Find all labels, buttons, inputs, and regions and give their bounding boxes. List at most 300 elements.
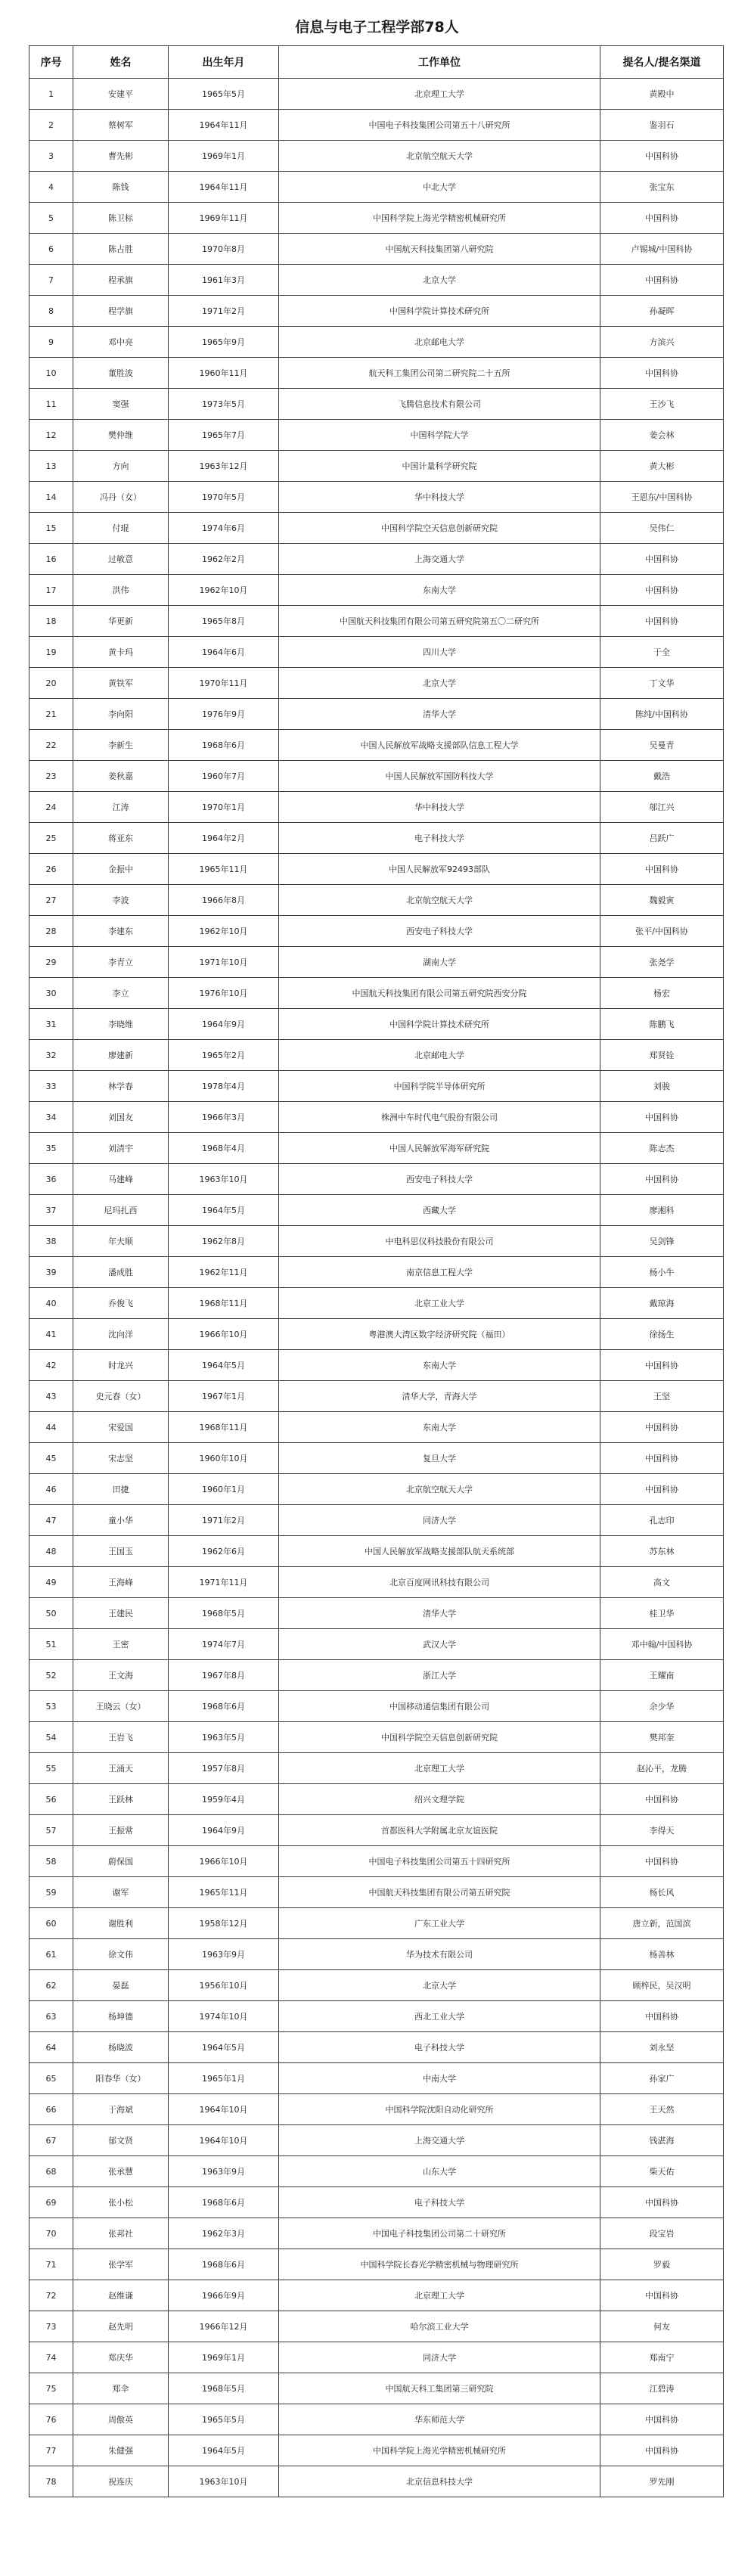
cell-name: 李向阳 (73, 699, 169, 730)
cell-name: 张小松 (73, 2187, 169, 2218)
cell-name: 李青立 (73, 947, 169, 978)
table-row (29, 389, 724, 420)
table-row (29, 544, 724, 575)
cell-name: 黄铁军 (73, 668, 169, 699)
cell-work-unit: 西北工业大学 (279, 2001, 600, 2032)
cell-work-unit: 中国电子科技集团公司第二十研究所 (279, 2218, 600, 2249)
table-row (29, 1567, 724, 1598)
cell-nominator: 孔志印 (600, 1505, 724, 1536)
cell-nominator: 戴浩 (600, 761, 724, 792)
cell-nominator: 中国科协 (600, 2001, 724, 2032)
cell-nominator: 中国科协 (600, 606, 724, 637)
cell-name: 曹先彬 (73, 141, 169, 172)
cell-nominator: 李得天 (600, 1815, 724, 1846)
cell-nominator: 中国科协 (600, 1350, 724, 1381)
cell-work-unit: 中国科学院上海光学精密机械研究所 (279, 2435, 600, 2466)
cell-work-unit: 北京理工大学 (279, 2280, 600, 2311)
cell-serial-number: 54 (29, 1722, 73, 1753)
cell-birth-date: 1962年6月 (169, 1536, 279, 1567)
table-row (29, 1722, 724, 1753)
cell-serial-number: 31 (29, 1009, 73, 1040)
cell-nominator: 中国科协 (600, 2187, 724, 2218)
table-row (29, 1164, 724, 1195)
cell-serial-number: 41 (29, 1319, 73, 1350)
cell-work-unit: 中国科学院空天信息创新研究院 (279, 513, 600, 544)
cell-work-unit: 中国航天科技集团有限公司第五研究院第五〇二研究所 (279, 606, 600, 637)
cell-birth-date: 1966年10月 (169, 1319, 279, 1350)
cell-serial-number: 8 (29, 296, 73, 327)
cell-work-unit: 中国科学院计算技术研究所 (279, 296, 600, 327)
cell-nominator: 张宝东 (600, 172, 724, 203)
cell-name: 宋爱国 (73, 1412, 169, 1443)
cell-name: 朱健强 (73, 2435, 169, 2466)
table-row (29, 978, 724, 1009)
cell-serial-number: 64 (29, 2032, 73, 2063)
cell-nominator: 唐立新，范国滨 (600, 1908, 724, 1939)
cell-serial-number: 49 (29, 1567, 73, 1598)
table-row (29, 2311, 724, 2342)
cell-name: 年夫顺 (73, 1226, 169, 1257)
cell-nominator: 王耀南 (600, 1660, 724, 1691)
cell-birth-date: 1968年6月 (169, 730, 279, 761)
cell-nominator: 陈鹏飞 (600, 1009, 724, 1040)
cell-name: 乔俊飞 (73, 1288, 169, 1319)
cell-work-unit: 华中科技大学 (279, 482, 600, 513)
cell-nominator: 刘骏 (600, 1071, 724, 1102)
cell-nominator: 刘永坚 (600, 2032, 724, 2063)
cell-name: 金振中 (73, 854, 169, 885)
cell-serial-number: 39 (29, 1257, 73, 1288)
cell-serial-number: 45 (29, 1443, 73, 1474)
cell-serial-number: 30 (29, 978, 73, 1009)
cell-serial-number: 65 (29, 2063, 73, 2094)
table-row (29, 79, 724, 110)
header-work-unit: 工作单位 (279, 46, 600, 79)
cell-name: 方向 (73, 451, 169, 482)
cell-nominator: 吴剑锋 (600, 1226, 724, 1257)
cell-serial-number: 32 (29, 1040, 73, 1071)
cell-serial-number: 62 (29, 1970, 73, 2001)
cell-birth-date: 1971年11月 (169, 1567, 279, 1598)
cell-serial-number: 70 (29, 2218, 73, 2249)
cell-name: 田捷 (73, 1474, 169, 1505)
table-row (29, 2063, 724, 2094)
table-row (29, 234, 724, 265)
cell-serial-number: 52 (29, 1660, 73, 1691)
cell-name: 杨晓波 (73, 2032, 169, 2063)
cell-work-unit: 北京理工大学 (279, 79, 600, 110)
cell-birth-date: 1968年6月 (169, 2249, 279, 2280)
cell-birth-date: 1970年1月 (169, 792, 279, 823)
table-row (29, 2001, 724, 2032)
cell-serial-number: 12 (29, 420, 73, 451)
table-row (29, 110, 724, 141)
table-row (29, 141, 724, 172)
table-row (29, 2125, 724, 2156)
cell-serial-number: 18 (29, 606, 73, 637)
cell-work-unit: 东南大学 (279, 1350, 600, 1381)
cell-work-unit: 中国航天科技集团有限公司第五研究院西安分院 (279, 978, 600, 1009)
table-row (29, 1815, 724, 1846)
cell-serial-number: 69 (29, 2187, 73, 2218)
cell-birth-date: 1969年1月 (169, 2342, 279, 2373)
cell-birth-date: 1964年9月 (169, 1815, 279, 1846)
cell-name: 程承旗 (73, 265, 169, 296)
cell-serial-number: 53 (29, 1691, 73, 1722)
cell-serial-number: 21 (29, 699, 73, 730)
cell-work-unit: 中国科学院沈阳自动化研究所 (279, 2094, 600, 2125)
cell-birth-date: 1963年10月 (169, 1164, 279, 1195)
cell-name: 于海斌 (73, 2094, 169, 2125)
cell-birth-date: 1968年4月 (169, 1133, 279, 1164)
cell-birth-date: 1962年11月 (169, 1257, 279, 1288)
cell-nominator: 中国科协 (600, 2280, 724, 2311)
cell-serial-number: 50 (29, 1598, 73, 1629)
cell-nominator: 段宝岩 (600, 2218, 724, 2249)
header-name: 姓名 (73, 46, 169, 79)
cell-nominator: 余少华 (600, 1691, 724, 1722)
cell-nominator: 邬江兴 (600, 792, 724, 823)
cell-nominator: 郑贤铨 (600, 1040, 724, 1071)
cell-nominator: 王天然 (600, 2094, 724, 2125)
table-row (29, 823, 724, 854)
cell-work-unit: 中国电子科技集团公司第五十八研究所 (279, 110, 600, 141)
cell-work-unit: 中国科学院计算技术研究所 (279, 1009, 600, 1040)
cell-birth-date: 1959年4月 (169, 1784, 279, 1815)
cell-nominator: 樊邦奎 (600, 1722, 724, 1753)
cell-nominator: 魏毅寅 (600, 885, 724, 916)
cell-birth-date: 1964年5月 (169, 2032, 279, 2063)
cell-serial-number: 13 (29, 451, 73, 482)
cell-name: 马建峰 (73, 1164, 169, 1195)
cell-nominator: 中国科协 (600, 2404, 724, 2435)
cell-work-unit: 中国人民解放军海军研究院 (279, 1133, 600, 1164)
cell-birth-date: 1965年2月 (169, 1040, 279, 1071)
cell-serial-number: 27 (29, 885, 73, 916)
cell-serial-number: 51 (29, 1629, 73, 1660)
cell-work-unit: 中国航天科工集团第三研究院 (279, 2373, 600, 2404)
cell-serial-number: 10 (29, 358, 73, 389)
cell-nominator: 杨长风 (600, 1877, 724, 1908)
cell-nominator: 方滨兴 (600, 327, 724, 358)
cell-serial-number: 76 (29, 2404, 73, 2435)
table-row (29, 947, 724, 978)
cell-nominator: 中国科协 (600, 1474, 724, 1505)
cell-nominator: 中国科协 (600, 854, 724, 885)
cell-name: 祝连庆 (73, 2466, 169, 2497)
cell-birth-date: 1962年2月 (169, 544, 279, 575)
table-row (29, 1753, 724, 1784)
cell-serial-number: 40 (29, 1288, 73, 1319)
cell-birth-date: 1971年10月 (169, 947, 279, 978)
cell-name: 陈钱 (73, 172, 169, 203)
cell-work-unit: 清华大学 (279, 1598, 600, 1629)
cell-nominator: 苏东林 (600, 1536, 724, 1567)
cell-name: 樊仲维 (73, 420, 169, 451)
cell-birth-date: 1964年10月 (169, 2125, 279, 2156)
table-row (29, 1071, 724, 1102)
cell-work-unit: 中国电子科技集团公司第五十四研究所 (279, 1846, 600, 1877)
table-row (29, 792, 724, 823)
cell-serial-number: 11 (29, 389, 73, 420)
cell-serial-number: 78 (29, 2466, 73, 2497)
cell-birth-date: 1970年11月 (169, 668, 279, 699)
cell-serial-number: 74 (29, 2342, 73, 2373)
cell-name: 姜秋嘉 (73, 761, 169, 792)
cell-work-unit: 复旦大学 (279, 1443, 600, 1474)
cell-work-unit: 西藏大学 (279, 1195, 600, 1226)
cell-nominator: 中国科协 (600, 141, 724, 172)
cell-serial-number: 66 (29, 2094, 73, 2125)
cell-name: 林学春 (73, 1071, 169, 1102)
cell-nominator: 郑南宁 (600, 2342, 724, 2373)
cell-work-unit: 电子科技大学 (279, 2187, 600, 2218)
table-row (29, 265, 724, 296)
table-row (29, 1319, 724, 1350)
cell-name: 黄卡玛 (73, 637, 169, 668)
table-row (29, 482, 724, 513)
table-row (29, 2032, 724, 2063)
cell-name: 王海峰 (73, 1567, 169, 1598)
table-row (29, 1412, 724, 1443)
cell-serial-number: 58 (29, 1846, 73, 1877)
table-row (29, 1443, 724, 1474)
cell-work-unit: 北京邮电大学 (279, 327, 600, 358)
cell-name: 华更新 (73, 606, 169, 637)
cell-work-unit: 华为技术有限公司 (279, 1939, 600, 1970)
table-row (29, 854, 724, 885)
cell-birth-date: 1965年5月 (169, 79, 279, 110)
cell-name: 郑庆华 (73, 2342, 169, 2373)
cell-birth-date: 1971年2月 (169, 296, 279, 327)
cell-birth-date: 1964年5月 (169, 1195, 279, 1226)
cell-birth-date: 1967年1月 (169, 1381, 279, 1412)
cell-serial-number: 59 (29, 1877, 73, 1908)
nominee-table (29, 45, 724, 2497)
cell-work-unit: 北京信息科技大学 (279, 2466, 600, 2497)
cell-name: 邓中亮 (73, 327, 169, 358)
cell-birth-date: 1962年3月 (169, 2218, 279, 2249)
cell-serial-number: 36 (29, 1164, 73, 1195)
cell-serial-number: 38 (29, 1226, 73, 1257)
cell-serial-number: 25 (29, 823, 73, 854)
cell-birth-date: 1974年6月 (169, 513, 279, 544)
cell-nominator: 中国科协 (600, 1102, 724, 1133)
cell-work-unit: 电子科技大学 (279, 2032, 600, 2063)
cell-name: 蒋亚东 (73, 823, 169, 854)
cell-work-unit: 同济大学 (279, 1505, 600, 1536)
cell-serial-number: 4 (29, 172, 73, 203)
cell-work-unit: 中国人民解放军战略支援部队信息工程大学 (279, 730, 600, 761)
table-row (29, 1102, 724, 1133)
table-row (29, 2156, 724, 2187)
cell-birth-date: 1962年10月 (169, 575, 279, 606)
cell-birth-date: 1965年11月 (169, 854, 279, 885)
cell-name: 程学旗 (73, 296, 169, 327)
table-row (29, 1381, 724, 1412)
table-row (29, 1629, 724, 1660)
cell-nominator: 中国科协 (600, 203, 724, 234)
cell-birth-date: 1958年12月 (169, 1908, 279, 1939)
cell-serial-number: 24 (29, 792, 73, 823)
cell-birth-date: 1964年9月 (169, 1009, 279, 1040)
cell-nominator: 何友 (600, 2311, 724, 2342)
cell-serial-number: 3 (29, 141, 73, 172)
cell-name: 尼玛扎西 (73, 1195, 169, 1226)
table-row (29, 1009, 724, 1040)
table-row (29, 1288, 724, 1319)
cell-name: 冯丹（女） (73, 482, 169, 513)
cell-serial-number: 15 (29, 513, 73, 544)
cell-work-unit: 北京航空航天大学 (279, 141, 600, 172)
header-birth-date: 出生年月 (169, 46, 279, 79)
cell-birth-date: 1978年4月 (169, 1071, 279, 1102)
cell-serial-number: 61 (29, 1939, 73, 1970)
table-row (29, 2280, 724, 2311)
header-nominator: 提名人/提名渠道 (600, 46, 724, 79)
cell-birth-date: 1970年8月 (169, 234, 279, 265)
cell-nominator: 中国科协 (600, 575, 724, 606)
cell-nominator: 中国科协 (600, 265, 724, 296)
cell-birth-date: 1967年8月 (169, 1660, 279, 1691)
cell-name: 安建平 (73, 79, 169, 110)
cell-work-unit: 北京百度网讯科技有限公司 (279, 1567, 600, 1598)
cell-birth-date: 1962年8月 (169, 1226, 279, 1257)
table-row (29, 1040, 724, 1071)
cell-nominator: 孙家广 (600, 2063, 724, 2094)
cell-nominator: 柴天佑 (600, 2156, 724, 2187)
cell-name: 江涛 (73, 792, 169, 823)
table-row (29, 2342, 724, 2373)
cell-serial-number: 75 (29, 2373, 73, 2404)
cell-serial-number: 37 (29, 1195, 73, 1226)
cell-work-unit: 中国人民解放军国防科技大学 (279, 761, 600, 792)
cell-birth-date: 1964年11月 (169, 172, 279, 203)
cell-work-unit: 北京理工大学 (279, 1753, 600, 1784)
cell-serial-number: 71 (29, 2249, 73, 2280)
cell-name: 王涌天 (73, 1753, 169, 1784)
cell-name: 李立 (73, 978, 169, 1009)
cell-nominator: 杨小牛 (600, 1257, 724, 1288)
table-row (29, 2187, 724, 2218)
cell-work-unit: 中国科学院上海光学精密机械研究所 (279, 203, 600, 234)
cell-name: 张邦社 (73, 2218, 169, 2249)
cell-nominator: 中国科协 (600, 544, 724, 575)
cell-birth-date: 1966年8月 (169, 885, 279, 916)
cell-serial-number: 73 (29, 2311, 73, 2342)
cell-name: 李新生 (73, 730, 169, 761)
cell-nominator: 罗先刚 (600, 2466, 724, 2497)
cell-work-unit: 中电科思仪科技股份有限公司 (279, 1226, 600, 1257)
cell-name: 王文海 (73, 1660, 169, 1691)
cell-work-unit: 北京大学 (279, 668, 600, 699)
cell-birth-date: 1965年9月 (169, 327, 279, 358)
table-row (29, 1350, 724, 1381)
cell-birth-date: 1961年3月 (169, 265, 279, 296)
cell-name: 廖建新 (73, 1040, 169, 1071)
table-row (29, 637, 724, 668)
table-row (29, 203, 724, 234)
cell-name: 刘国友 (73, 1102, 169, 1133)
cell-work-unit: 中国科学院空天信息创新研究院 (279, 1722, 600, 1753)
cell-birth-date: 1968年11月 (169, 1288, 279, 1319)
cell-nominator: 孙凝晖 (600, 296, 724, 327)
cell-birth-date: 1960年10月 (169, 1443, 279, 1474)
table-row (29, 668, 724, 699)
cell-birth-date: 1976年10月 (169, 978, 279, 1009)
table-row (29, 1598, 724, 1629)
cell-work-unit: 北京邮电大学 (279, 1040, 600, 1071)
cell-name: 时龙兴 (73, 1350, 169, 1381)
cell-work-unit: 中国科学院半导体研究所 (279, 1071, 600, 1102)
cell-name: 李晓维 (73, 1009, 169, 1040)
table-header-row (29, 46, 724, 79)
cell-serial-number: 72 (29, 2280, 73, 2311)
cell-name: 赵先明 (73, 2311, 169, 2342)
cell-birth-date: 1960年7月 (169, 761, 279, 792)
cell-serial-number: 1 (29, 79, 73, 110)
cell-name: 谢胜利 (73, 1908, 169, 1939)
cell-work-unit: 北京航空航天大学 (279, 885, 600, 916)
table-row (29, 1970, 724, 2001)
cell-name: 杨坤德 (73, 2001, 169, 2032)
cell-work-unit: 西安电子科技大学 (279, 1164, 600, 1195)
cell-name: 陈卫标 (73, 203, 169, 234)
cell-work-unit: 清华大学 (279, 699, 600, 730)
table-row (29, 1474, 724, 1505)
table-row (29, 2373, 724, 2404)
cell-nominator: 黄大彬 (600, 451, 724, 482)
table-row (29, 2466, 724, 2497)
cell-birth-date: 1965年11月 (169, 1877, 279, 1908)
cell-birth-date: 1974年10月 (169, 2001, 279, 2032)
cell-work-unit: 电子科技大学 (279, 823, 600, 854)
cell-work-unit: 哈尔滨工业大学 (279, 2311, 600, 2342)
table-row (29, 699, 724, 730)
cell-name: 张学军 (73, 2249, 169, 2280)
cell-birth-date: 1969年11月 (169, 203, 279, 234)
cell-serial-number: 43 (29, 1381, 73, 1412)
cell-name: 王岩飞 (73, 1722, 169, 1753)
cell-serial-number: 19 (29, 637, 73, 668)
cell-birth-date: 1976年9月 (169, 699, 279, 730)
cell-name: 蔚保国 (73, 1846, 169, 1877)
cell-name: 王振常 (73, 1815, 169, 1846)
cell-nominator: 高文 (600, 1567, 724, 1598)
cell-name: 晏磊 (73, 1970, 169, 2001)
cell-name: 童小华 (73, 1505, 169, 1536)
cell-birth-date: 1966年10月 (169, 1846, 279, 1877)
cell-nominator: 中国科协 (600, 1846, 724, 1877)
table-row (29, 730, 724, 761)
cell-nominator: 中国科协 (600, 2435, 724, 2466)
cell-serial-number: 77 (29, 2435, 73, 2466)
cell-nominator: 于全 (600, 637, 724, 668)
cell-serial-number: 44 (29, 1412, 73, 1443)
document-title: 信息与电子工程学部78人 (295, 19, 459, 36)
cell-name: 宋志坚 (73, 1443, 169, 1474)
cell-work-unit: 北京航空航天大学 (279, 1474, 600, 1505)
cell-serial-number: 46 (29, 1474, 73, 1505)
cell-birth-date: 1960年11月 (169, 358, 279, 389)
cell-birth-date: 1969年1月 (169, 141, 279, 172)
cell-birth-date: 1965年8月 (169, 606, 279, 637)
cell-birth-date: 1963年9月 (169, 2156, 279, 2187)
table-row (29, 2435, 724, 2466)
cell-serial-number: 16 (29, 544, 73, 575)
cell-work-unit: 西安电子科技大学 (279, 916, 600, 947)
table-row (29, 296, 724, 327)
